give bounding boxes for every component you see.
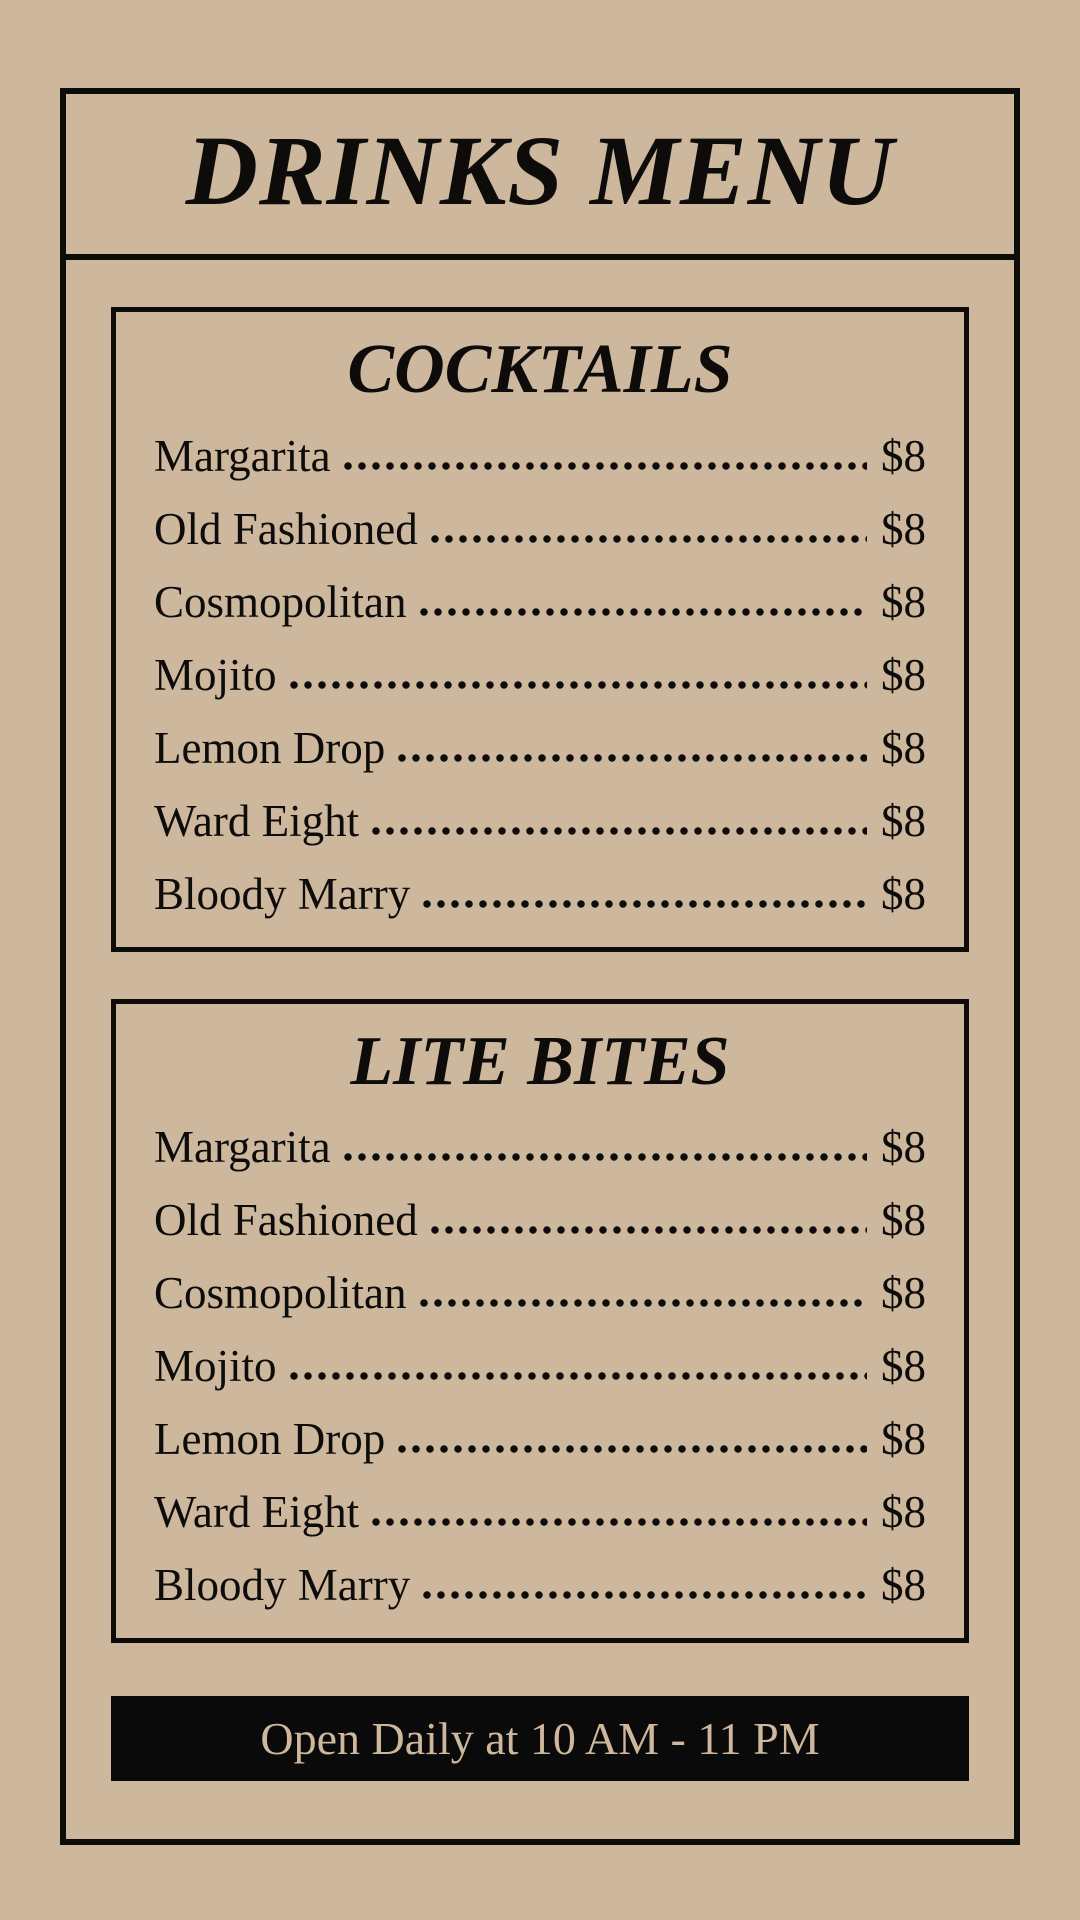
item-price: $8 bbox=[881, 1487, 926, 1537]
dot-leader bbox=[398, 753, 867, 763]
item-price: $8 bbox=[881, 503, 926, 554]
menu-item-row bbox=[154, 1549, 926, 1622]
menu-item-row bbox=[154, 785, 926, 858]
section-heading: COCKTAILS bbox=[347, 331, 733, 408]
item-name: Ward Eight bbox=[154, 1487, 360, 1537]
dot-leader bbox=[423, 899, 867, 909]
item-price: $8 bbox=[881, 1560, 926, 1610]
item-price: $8 bbox=[881, 576, 926, 627]
menu-item-row bbox=[154, 858, 926, 931]
footer-bar bbox=[111, 1696, 969, 1781]
menu-item-row bbox=[154, 639, 926, 712]
item-name: Old Fashioned bbox=[154, 1195, 418, 1245]
item-name: Cosmopolitan bbox=[154, 1268, 407, 1318]
menu-item-row bbox=[154, 420, 926, 493]
menu-item-row bbox=[154, 1257, 926, 1330]
item-name: Bloody Marry bbox=[154, 868, 411, 919]
dot-leader bbox=[398, 1444, 867, 1454]
dot-leader bbox=[344, 1152, 867, 1162]
item-name: Lemon Drop bbox=[154, 722, 386, 773]
dot-leader bbox=[290, 680, 867, 690]
item-price: $8 bbox=[881, 1195, 926, 1245]
item-name: Mojito bbox=[154, 649, 277, 700]
dot-leader bbox=[431, 1225, 867, 1235]
dot-leader bbox=[420, 1298, 867, 1308]
item-name: Mojito bbox=[154, 1341, 277, 1391]
item-price: $8 bbox=[881, 722, 926, 773]
section-items bbox=[154, 1111, 926, 1622]
menu-item-row bbox=[154, 566, 926, 639]
item-name: Old Fashioned bbox=[154, 503, 418, 554]
item-price: $8 bbox=[881, 1414, 926, 1464]
item-name: Bloody Marry bbox=[154, 1560, 411, 1610]
dot-leader bbox=[372, 826, 867, 836]
item-name: Ward Eight bbox=[154, 795, 360, 846]
item-name: Margarita bbox=[154, 1122, 331, 1172]
item-price: $8 bbox=[881, 868, 926, 919]
item-price: $8 bbox=[881, 1341, 926, 1391]
item-price: $8 bbox=[881, 1268, 926, 1318]
item-name: Cosmopolitan bbox=[154, 576, 407, 627]
menu-item-row bbox=[154, 1476, 926, 1549]
section-items bbox=[154, 420, 926, 931]
menu-header bbox=[66, 94, 1014, 260]
section-heading: LITE BITES bbox=[350, 1022, 730, 1100]
menu-section bbox=[111, 999, 969, 1644]
menu-section bbox=[111, 307, 969, 952]
item-price: $8 bbox=[881, 1122, 926, 1172]
menu-item-row bbox=[154, 712, 926, 785]
menu-item-row bbox=[154, 1403, 926, 1476]
item-name: Margarita bbox=[154, 430, 331, 481]
dot-leader bbox=[372, 1517, 867, 1527]
item-price: $8 bbox=[881, 430, 926, 481]
dot-leader bbox=[431, 534, 867, 544]
dot-leader bbox=[290, 1371, 867, 1381]
menu-sections bbox=[111, 307, 969, 1643]
menu-item-row bbox=[154, 1184, 926, 1257]
item-price: $8 bbox=[881, 795, 926, 846]
menu-content bbox=[66, 260, 1014, 1781]
item-name: Lemon Drop bbox=[154, 1414, 386, 1464]
dot-leader bbox=[420, 607, 867, 617]
menu-item-row bbox=[154, 493, 926, 566]
dot-leader bbox=[423, 1590, 867, 1600]
footer-text: Open Daily at 10 AM - 11 PM bbox=[260, 1713, 820, 1764]
menu-item-row bbox=[154, 1111, 926, 1184]
menu-item-row bbox=[154, 1330, 926, 1403]
dot-leader bbox=[344, 461, 867, 471]
menu-title: DRINKS MENU bbox=[185, 114, 895, 226]
item-price: $8 bbox=[881, 649, 926, 700]
menu-poster bbox=[60, 88, 1020, 1845]
